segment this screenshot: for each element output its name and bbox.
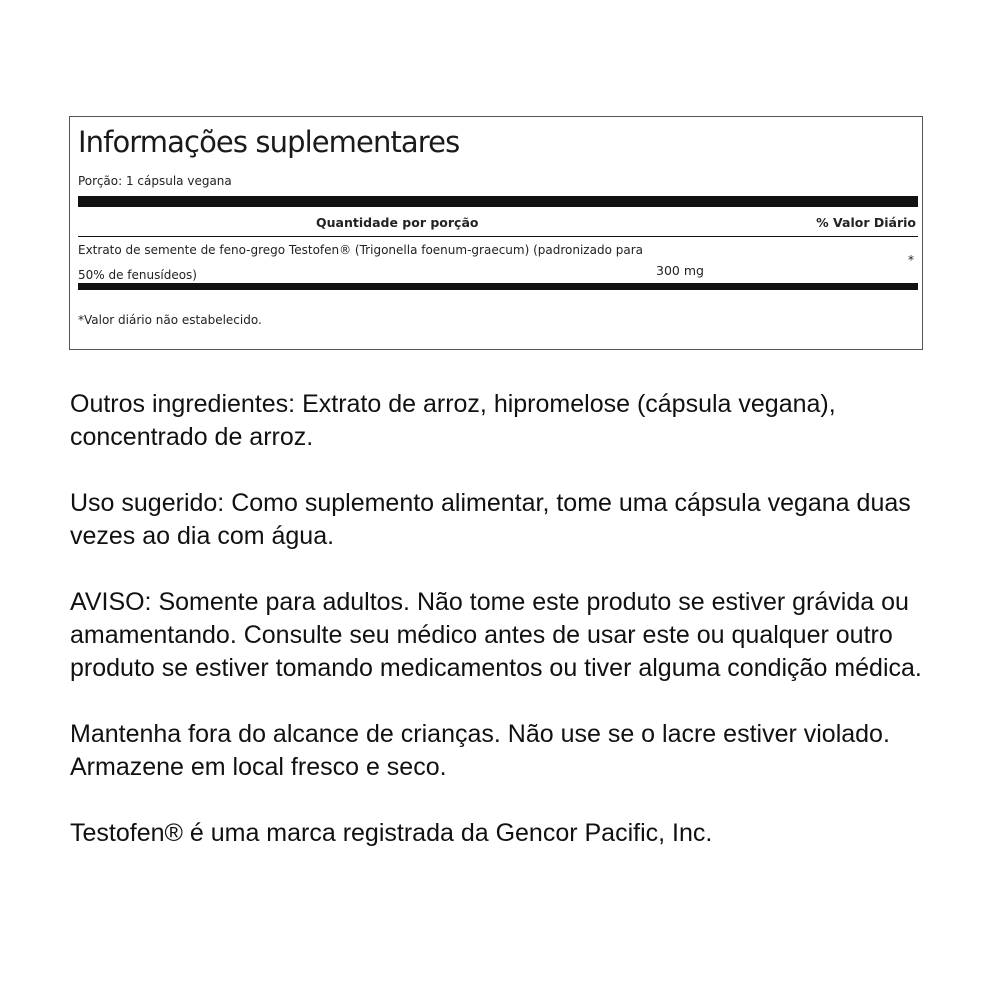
trademark-paragraph: Testofen® é uma marca registrada da Gencor Pacific, Inc. xyxy=(70,819,713,847)
label-body-text xyxy=(70,388,950,883)
ingredient-daily-value: * xyxy=(908,253,914,267)
thick-divider xyxy=(78,196,918,207)
warning-paragraph: AVISO: Somente para adultos. Não tome este produto se estiver grávida ou amamentando. Consulte seu médico antes de usar este ou qualquer outro produto se estiver tomando medicamentos ou tiver alguma condição médica. xyxy=(70,588,922,682)
serving-size: Porção: 1 cápsula vegana xyxy=(78,174,232,188)
panel-title: Informações suplementares xyxy=(78,125,460,159)
other-ingredients-paragraph: Outros ingredientes: Extrato de arroz, hipromelose (cápsula vegana), concentrado de arroz. xyxy=(70,390,836,451)
suggested-use-paragraph: Uso sugerido: Como suplemento alimentar, tome uma cápsula vegana duas vezes ao dia com água. xyxy=(70,489,911,550)
thin-divider xyxy=(78,236,918,237)
footnote: *Valor diário não estabelecido. xyxy=(78,313,262,327)
bottom-divider xyxy=(78,283,918,290)
amount-per-serving-header: Quantidade por porção xyxy=(316,215,479,230)
ingredient-name-continued: 50% de fenusídeos) xyxy=(78,268,197,282)
supplement-facts-panel xyxy=(69,116,923,350)
daily-value-header: % Valor Diário xyxy=(816,215,916,230)
ingredient-amount: 300 mg xyxy=(656,263,704,278)
ingredient-name: Extrato de semente de feno-grego Testofen® (Trigonella foenum-graecum) (padronizado para xyxy=(78,243,643,257)
storage-paragraph: Mantenha fora do alcance de crianças. Não use se o lacre estiver violado. Armazene em local fresco e seco. xyxy=(70,720,890,781)
